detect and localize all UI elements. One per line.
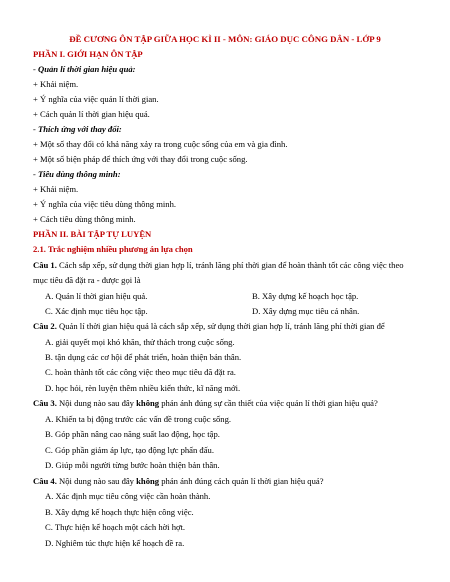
answer-option: B. Góp phần nâng cao năng suất lao động, học tập. xyxy=(45,429,220,439)
answer-option: B. Xây dựng kế hoạch học tập. xyxy=(252,291,359,301)
question-number: Câu 4. xyxy=(33,476,57,486)
topic3-item: + Cách tiêu dùng thông minh. xyxy=(33,214,136,224)
answer-option: B. Xây dựng kế hoạch thực hiện công việc. xyxy=(45,507,194,517)
question-1 xyxy=(33,260,424,271)
topic1-item: + Cách quản lí thời gian hiệu quả. xyxy=(33,109,150,119)
question-2 xyxy=(33,321,424,332)
part2-heading: PHẦN II. BÀI TẬP TỰ LUYỆN xyxy=(33,229,152,239)
question-text: Cách sắp xếp, sử dụng thời gian hợp lí, tránh lãng phí thời gian để hoàn thành tốt các công việc theo xyxy=(56,260,404,270)
answer-option: D. học hỏi, rèn luyện thêm nhiều kiến thức, kĩ năng mới. xyxy=(45,383,241,393)
answer-option: C. hoàn thành tốt các công việc theo mục tiêu đã đặt ra. xyxy=(45,367,236,377)
topic2-item: + Một số biện pháp để thích ứng với thay đổi trong cuộc sống. xyxy=(33,154,248,164)
answer-option: A. Khiến ta bị động trước các vấn đề trong cuộc sống. xyxy=(45,414,232,424)
topic1-label: - Quản lí thời gian hiệu quả: xyxy=(33,64,136,74)
topic3-item: + Khái niệm. xyxy=(33,184,79,194)
topic1-item: + Khái niệm. xyxy=(33,79,79,89)
question-text: Quản lí thời gian hiệu quả là cách sắp xếp, sử dụng thời gian hợp lí, tránh lãng phí thời gian để xyxy=(56,321,385,331)
question-1-cont: mục tiêu đã đặt ra - được gọi là xyxy=(33,275,141,285)
answer-option: C. Xác định mục tiêu học tập. xyxy=(45,306,148,316)
question-3 xyxy=(33,398,424,409)
question-keyword: không xyxy=(136,476,160,486)
topic3-label: - Tiêu dùng thông minh: xyxy=(33,169,121,179)
answer-option: C. Góp phần giảm áp lực, tạo động lực phấn đấu. xyxy=(45,445,214,455)
question-4 xyxy=(33,476,424,487)
part1-heading: PHẦN I. GIỚI HẠN ÔN TẬP xyxy=(33,49,143,59)
topic2-label: - Thích ứng với thay đổi: xyxy=(33,124,122,134)
answer-option: B. tận dụng các cơ hội để phát triển, hoàn thiện bản thân. xyxy=(45,352,242,362)
question-keyword: không xyxy=(136,398,160,408)
answer-option: D. Xây dựng mục tiêu cá nhân. xyxy=(252,306,360,316)
answer-option: A. Xác định mục tiêu công việc cần hoàn thành. xyxy=(45,491,211,501)
question-number: Câu 2. xyxy=(33,321,57,331)
question-text: phản ánh đúng sự cần thiết của việc quản lí thời gian hiệu quả? xyxy=(159,398,378,408)
section-heading: 2.1. Trắc nghiệm nhiều phương án lựa chọn xyxy=(33,244,193,254)
topic2-item: + Một số thay đổi có khả năng xảy ra trong cuộc sống của em và gia đình. xyxy=(33,139,288,149)
answer-option: A. Quản lí thời gian hiệu quả. xyxy=(45,291,148,301)
question-number: Câu 3. xyxy=(33,398,57,408)
answer-row xyxy=(45,306,424,317)
topic3-item: + Ý nghĩa của việc tiêu dùng thông minh. xyxy=(33,199,177,209)
answer-option: D. Giúp mỗi người từng bước hoàn thiện bản thân. xyxy=(45,460,220,470)
answer-option: C. Thực hiện kế hoạch một cách hời hợt. xyxy=(45,522,186,532)
question-text: Nội dung nào sau đây xyxy=(56,398,137,408)
answer-row xyxy=(45,291,424,302)
question-text: Nội dung nào sau đây xyxy=(56,476,137,486)
answer-option: D. Nghiêm túc thực hiện kế hoạch đề ra. xyxy=(45,538,185,548)
question-number: Câu 1. xyxy=(33,260,57,270)
answer-option: A. giải quyết mọi khó khăn, thử thách trong cuộc sống. xyxy=(45,337,235,347)
document-title: ĐỀ CƯƠNG ÔN TẬP GIỮA HỌC KÌ II - MÔN: GIÁO DỤC CÔNG DÂN - LỚP 9 xyxy=(69,34,381,44)
question-text: phản ánh đúng cách quản lí thời gian hiệu quả? xyxy=(159,476,324,486)
topic1-item: + Ý nghĩa của việc quản lí thời gian. xyxy=(33,94,159,104)
